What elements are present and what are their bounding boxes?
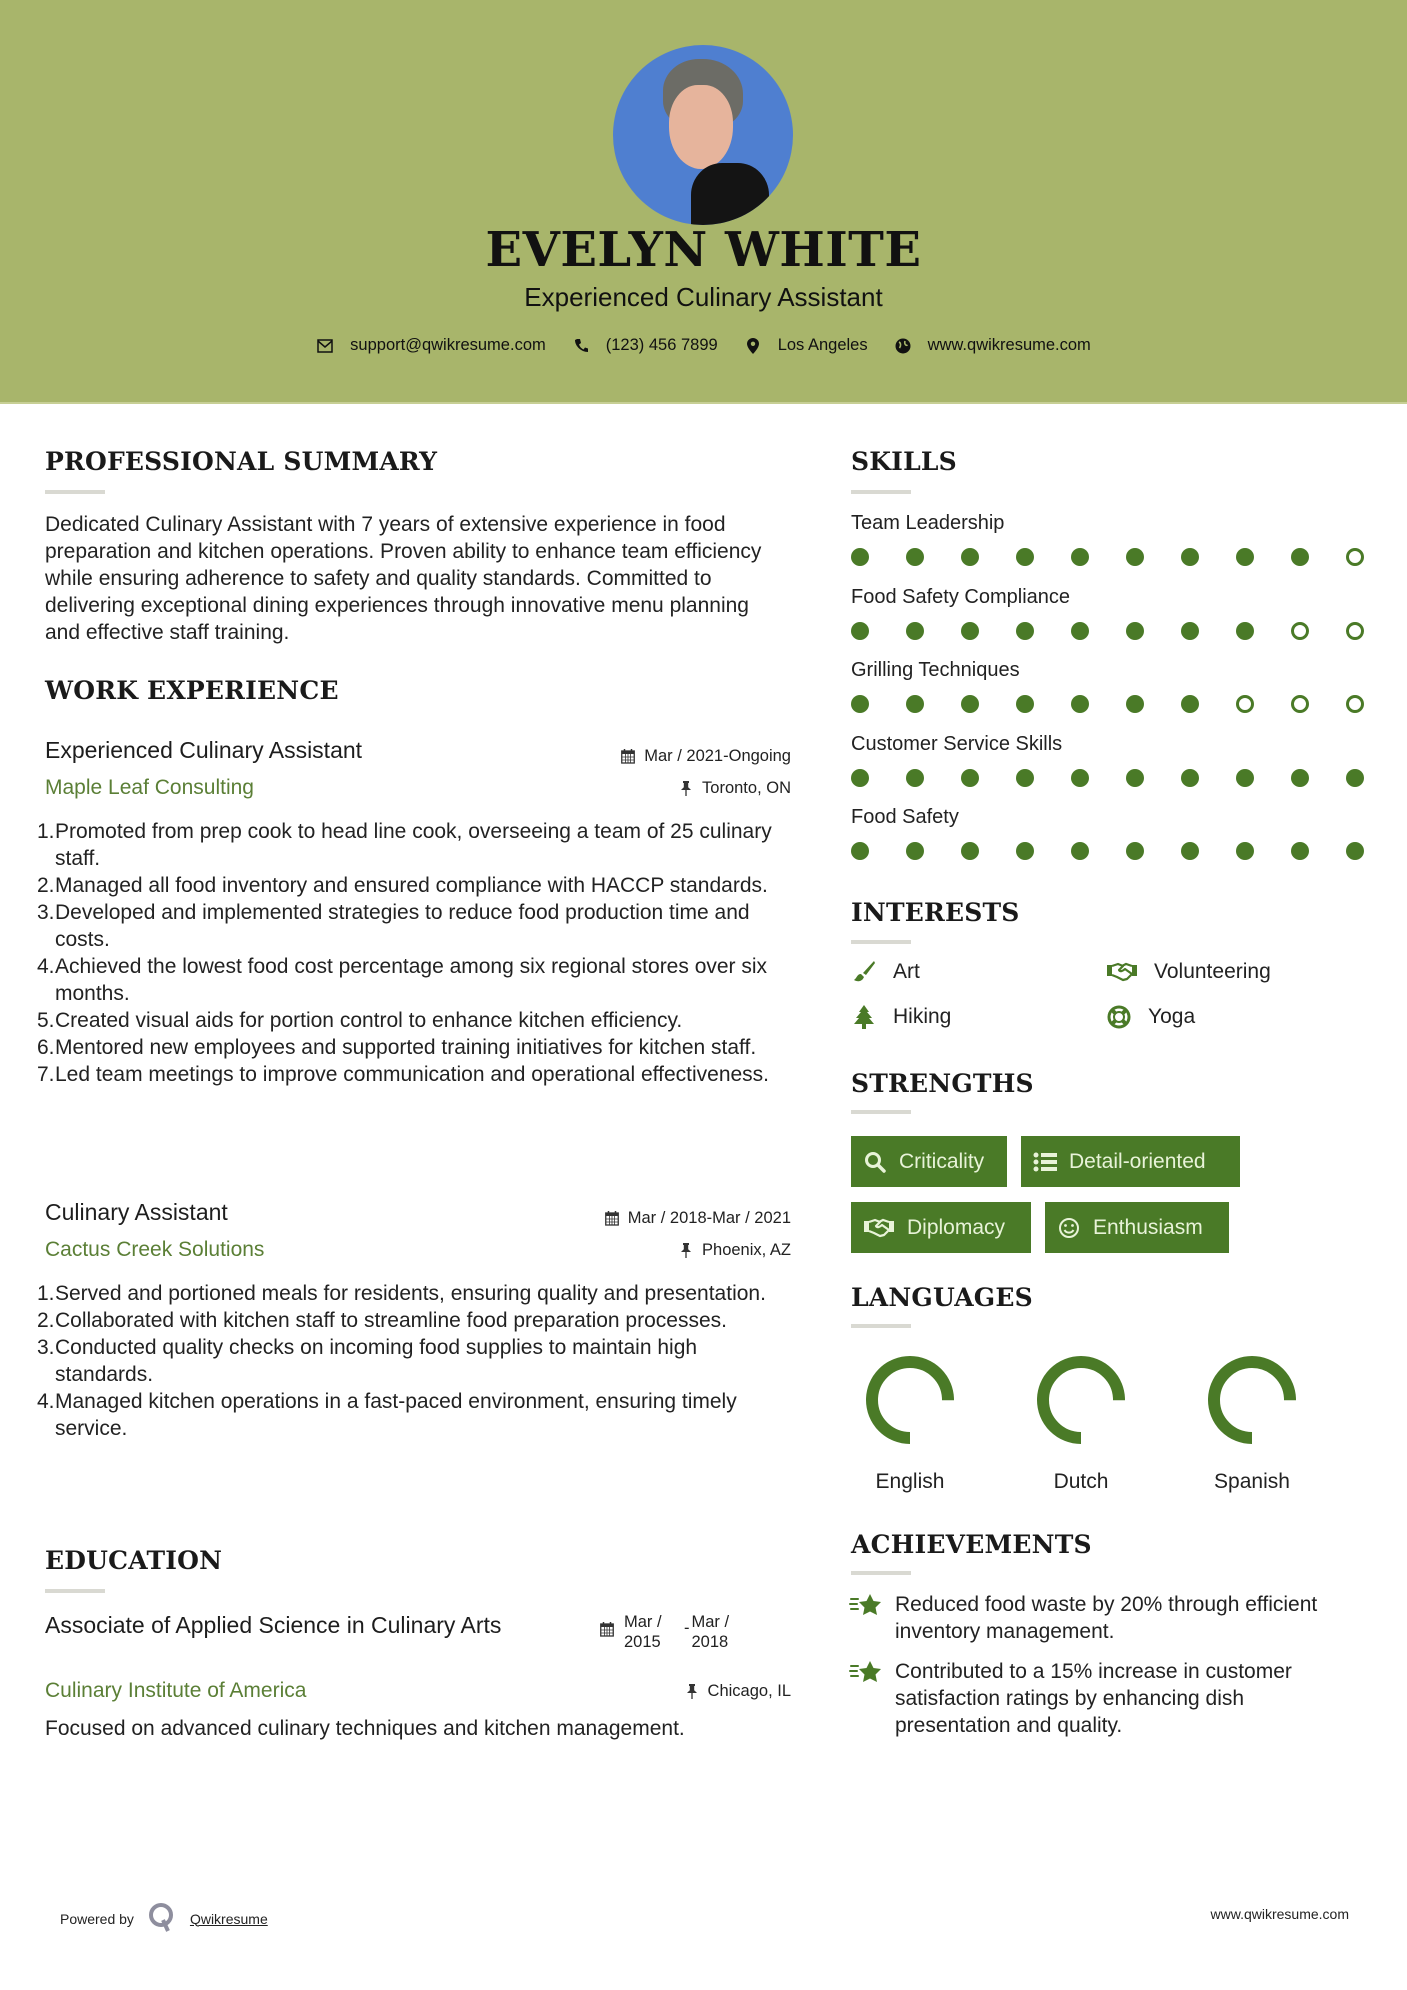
skill-rating xyxy=(851,548,1401,566)
contact-phone[interactable] xyxy=(572,336,718,355)
list-icon xyxy=(1033,1150,1057,1174)
pushpin-icon xyxy=(678,1243,694,1259)
rating-dot-filled xyxy=(961,548,979,566)
job-location xyxy=(500,1241,791,1260)
pushpin-icon xyxy=(684,1684,700,1700)
rating-dot-filled xyxy=(906,842,924,860)
powered-by-label: Powered by xyxy=(60,1910,134,1927)
interests-heading: INTERESTS xyxy=(851,898,1020,927)
job-bullet: 3. Developed and implemented strategies to reduce food production time and costs. xyxy=(37,901,750,951)
rating-dot-filled xyxy=(1236,622,1254,640)
strength-chip-criticality xyxy=(851,1136,1007,1187)
language-progress-ring xyxy=(1031,1350,1131,1450)
rating-dot-empty xyxy=(1346,548,1364,566)
strengths-heading: STRENGTHS xyxy=(851,1069,1034,1098)
rating-dot-filled xyxy=(851,548,869,566)
rating-dot-filled xyxy=(1071,548,1089,566)
handshake-icon xyxy=(863,1216,895,1240)
strength-chip-detail-oriented xyxy=(1021,1136,1240,1187)
powered-by xyxy=(60,1902,268,1935)
achievement-item xyxy=(849,1591,1349,1645)
job-location-text: Toronto, ON xyxy=(702,779,791,797)
avatar-face xyxy=(669,85,733,169)
rating-dot-filled xyxy=(1071,842,1089,860)
envelope-icon xyxy=(316,337,334,355)
handshake-icon xyxy=(1106,959,1138,985)
summary-rule xyxy=(45,490,105,494)
job-bullet: 4. Achieved the lowest food cost percentage among six regional stores over six months. xyxy=(37,955,768,1005)
strength-label: Detail-oriented xyxy=(1069,1149,1206,1173)
strength-chip-enthusiasm xyxy=(1045,1202,1229,1253)
contact-phone-text: (123) 456 7899 xyxy=(605,336,718,354)
job-bullet: 3. Conducted quality checks on incoming food supplies to maintain high standards. xyxy=(37,1336,698,1386)
rating-dot-filled xyxy=(851,622,869,640)
contact-row xyxy=(0,336,1407,355)
rating-dot-filled xyxy=(961,622,979,640)
language-item xyxy=(1021,1350,1141,1494)
rating-dot-filled xyxy=(1126,842,1144,860)
rating-dot-filled xyxy=(1181,622,1199,640)
education-dates xyxy=(600,1612,742,1652)
job-bullets xyxy=(37,1280,797,1442)
rating-dot-filled xyxy=(1126,548,1144,566)
achievements-rule xyxy=(851,1571,911,1575)
shooting-star-icon xyxy=(849,1591,883,1621)
strength-label: Diplomacy xyxy=(907,1215,1006,1239)
skills-rule xyxy=(851,490,911,494)
interest-volunteering xyxy=(1106,959,1271,985)
rating-dot-filled xyxy=(1126,769,1144,787)
experience-heading: WORK EXPERIENCE xyxy=(45,676,339,705)
summary-heading: PROFESSIONAL SUMMARY xyxy=(45,447,438,476)
strength-label: Enthusiasm xyxy=(1093,1215,1203,1239)
interest-art xyxy=(851,959,920,985)
skill-rating xyxy=(851,695,1401,713)
rating-dot-filled xyxy=(906,769,924,787)
rating-dot-filled xyxy=(1016,695,1034,713)
rating-dot-filled xyxy=(961,769,979,787)
skill-label: Customer Service Skills xyxy=(851,732,1063,755)
qwikresume-link[interactable]: Qwikresume xyxy=(189,1910,268,1927)
interest-hiking xyxy=(851,1004,951,1030)
skill-label: Team Leadership xyxy=(851,512,1005,534)
rating-dot-filled xyxy=(1181,548,1199,566)
job-bullet: 7. Led team meetings to improve communication and operational effectiveness. xyxy=(37,1063,770,1086)
job-bullet: 5. Created visual aids for portion control to enhance kitchen efficiency. xyxy=(37,1009,683,1032)
rating-dot-filled xyxy=(961,695,979,713)
rating-dot-filled xyxy=(1291,769,1309,787)
date-separator: - xyxy=(684,1619,690,1637)
achievement-text: Contributed to a 15% increase in customer satisfaction ratings by enhancing dish presentation and quality. xyxy=(895,1660,1292,1737)
rating-dot-empty xyxy=(1346,695,1364,713)
language-name: Spanish xyxy=(1214,1470,1290,1493)
skill-rating xyxy=(851,622,1401,640)
rating-dot-filled xyxy=(851,695,869,713)
education-heading: EDUCATION xyxy=(45,1546,223,1575)
rating-dot-filled xyxy=(1016,769,1034,787)
education-rule xyxy=(45,1589,105,1593)
education-location xyxy=(500,1682,791,1701)
job-bullet: 1. Served and portioned meals for residents, ensuring quality and presentation. xyxy=(37,1282,766,1305)
resume-header xyxy=(0,0,1407,404)
rating-dot-filled xyxy=(906,695,924,713)
achievement-text: Reduced food waste by 20% through efficient inventory management. xyxy=(895,1593,1318,1643)
degree-title: Associate of Applied Science in Culinary Arts xyxy=(45,1612,502,1638)
rating-dot-filled xyxy=(1126,695,1144,713)
achievement-item xyxy=(849,1658,1349,1739)
rating-dot-filled xyxy=(1181,769,1199,787)
life-ring-icon xyxy=(1106,1004,1132,1030)
interest-label: Yoga xyxy=(1148,1005,1196,1028)
job-location xyxy=(500,779,791,798)
footer-website[interactable]: www.qwikresume.com xyxy=(1210,1906,1349,1922)
rating-dot-filled xyxy=(1071,622,1089,640)
job-bullet: 6. Mentored new employees and supported training initiatives for kitchen staff. xyxy=(37,1036,757,1059)
job-location-text: Phoenix, AZ xyxy=(702,1241,791,1259)
candidate-title: Experienced Culinary Assistant xyxy=(524,282,883,312)
map-marker-icon xyxy=(744,337,762,355)
rating-dot-filled xyxy=(1181,695,1199,713)
skills-heading: SKILLS xyxy=(851,447,957,476)
languages-heading: LANGUAGES xyxy=(851,1283,1033,1312)
education-description: Focused on advanced culinary techniques and kitchen management. xyxy=(45,1717,685,1740)
company-name: Maple Leaf Consulting xyxy=(45,776,254,799)
calendar-icon xyxy=(604,1211,620,1227)
school-name: Culinary Institute of America xyxy=(45,1679,307,1702)
company-name: Cactus Creek Solutions xyxy=(45,1238,265,1261)
interest-label: Volunteering xyxy=(1154,960,1271,983)
interests-rule xyxy=(851,940,911,944)
language-progress-ring xyxy=(860,1350,960,1450)
tree-icon xyxy=(851,1004,877,1030)
contact-website-text: www.qwikresume.com xyxy=(927,336,1091,354)
job-bullet: 2. Managed all food inventory and ensured compliance with HACCP standards. xyxy=(37,874,768,897)
skill-rating xyxy=(851,842,1401,860)
rating-dot-filled xyxy=(851,769,869,787)
strength-label: Criticality xyxy=(899,1149,985,1173)
phone-icon xyxy=(572,337,590,355)
contact-location-text: Los Angeles xyxy=(777,336,868,354)
candidate-name: EVELYN WHITE xyxy=(485,222,922,278)
job-bullet: 4. Managed kitchen operations in a fast-paced environment, ensuring timely service. xyxy=(37,1390,737,1440)
rating-dot-filled xyxy=(851,842,869,860)
rating-dot-filled xyxy=(1236,769,1254,787)
education-end: Mar / 2018 xyxy=(691,1613,730,1651)
rating-dot-filled xyxy=(1346,842,1364,860)
rating-dot-filled xyxy=(1126,622,1144,640)
search-icon xyxy=(863,1150,887,1174)
job-dates xyxy=(500,747,791,766)
rating-dot-empty xyxy=(1291,622,1309,640)
qwikresume-logo-icon xyxy=(148,1902,176,1935)
rating-dot-filled xyxy=(1291,548,1309,566)
pushpin-icon xyxy=(678,781,694,797)
languages-rule xyxy=(851,1324,911,1328)
contact-website[interactable] xyxy=(894,336,1091,355)
rating-dot-empty xyxy=(1236,695,1254,713)
rating-dot-filled xyxy=(1291,842,1309,860)
rating-dot-filled xyxy=(1016,622,1034,640)
globe-icon xyxy=(894,337,912,355)
skill-rating xyxy=(851,769,1401,787)
shooting-star-icon xyxy=(849,1658,883,1688)
interest-label: Hiking xyxy=(893,1005,952,1028)
job-dates xyxy=(500,1209,791,1228)
contact-email-text: support@qwikresume.com xyxy=(350,336,546,354)
language-progress-ring xyxy=(1202,1350,1302,1450)
skill-label: Grilling Techniques xyxy=(851,659,1020,681)
job-bullet: 2. Collaborated with kitchen staff to streamline food preparation processes. xyxy=(37,1309,727,1332)
contact-location xyxy=(744,336,868,355)
job-bullets xyxy=(37,818,797,1088)
interest-yoga xyxy=(1106,1004,1195,1030)
interest-label: Art xyxy=(893,960,920,983)
rating-dot-filled xyxy=(1071,769,1089,787)
rating-dot-filled xyxy=(961,842,979,860)
calendar-icon xyxy=(620,749,636,765)
education-start: Mar / 2015 xyxy=(624,1613,662,1651)
rating-dot-filled xyxy=(1181,842,1199,860)
strength-chip-diplomacy xyxy=(851,1202,1031,1253)
language-name: Dutch xyxy=(1053,1470,1109,1493)
language-item xyxy=(850,1350,970,1494)
summary-text: Dedicated Culinary Assistant with 7 years of extensive experience in food preparation and kitchen operations. Proven ability to enhance team efficiency while ensuring adherence to safety and quality standards. Committed to delivering exceptional dining experiences through innovative menu planning and effective staff training. xyxy=(45,513,762,644)
job-title: Experienced Culinary Assistant xyxy=(45,737,363,763)
job-title: Culinary Assistant xyxy=(45,1199,228,1225)
job-dates-text: Mar / 2018-Mar / 2021 xyxy=(627,1209,791,1227)
strengths-rule xyxy=(851,1110,911,1114)
rating-dot-filled xyxy=(1346,769,1364,787)
achievements-heading: ACHIEVEMENTS xyxy=(851,1530,1092,1559)
rating-dot-filled xyxy=(1016,842,1034,860)
rating-dot-filled xyxy=(906,622,924,640)
job-bullet: 1. Promoted from prep cook to head line cook, overseeing a team of 25 culinary staff. xyxy=(37,820,772,870)
rating-dot-empty xyxy=(1291,695,1309,713)
paintbrush-icon xyxy=(851,959,877,985)
language-item xyxy=(1192,1350,1312,1494)
smile-icon xyxy=(1057,1216,1081,1240)
rating-dot-filled xyxy=(1071,695,1089,713)
avatar xyxy=(613,45,793,225)
language-name: English xyxy=(875,1470,945,1493)
rating-dot-filled xyxy=(1016,548,1034,566)
education-location-text: Chicago, IL xyxy=(707,1682,791,1700)
rating-dot-filled xyxy=(1236,548,1254,566)
rating-dot-filled xyxy=(906,548,924,566)
skill-label: Food Safety xyxy=(851,806,959,828)
avatar-turtleneck xyxy=(691,163,769,225)
rating-dot-empty xyxy=(1346,622,1364,640)
skill-label: Food Safety Compliance xyxy=(851,585,1071,608)
calendar-icon xyxy=(600,1622,616,1652)
job-dates-text: Mar / 2021-Ongoing xyxy=(644,747,791,765)
contact-email[interactable] xyxy=(316,336,546,355)
rating-dot-filled xyxy=(1236,842,1254,860)
